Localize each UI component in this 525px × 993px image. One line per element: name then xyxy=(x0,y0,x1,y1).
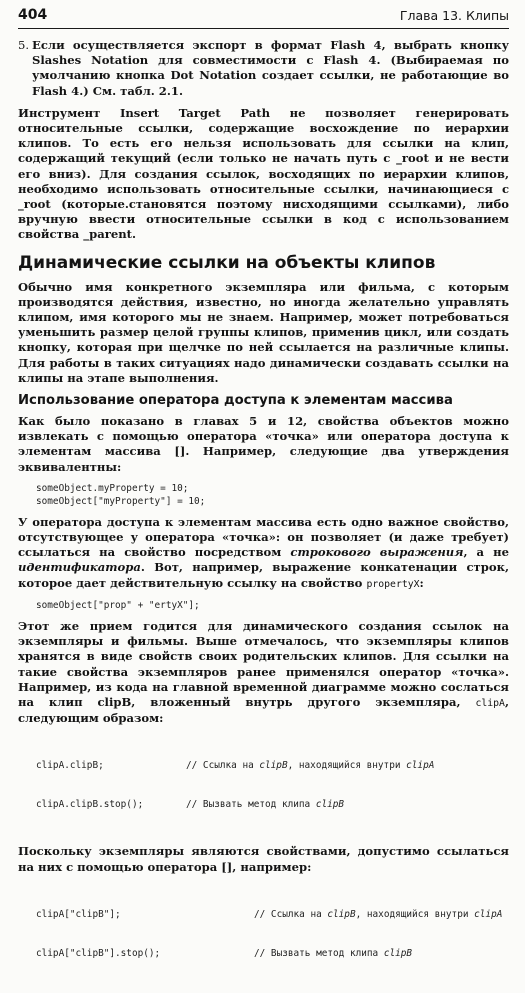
step-number: 5. xyxy=(18,38,30,52)
paragraph-array-access: Как было показано в главах 5 и 12, свойства объектов можно извлекать с помощью оператора «точка» или оператора доступа к элементам массива []. Например, следующие два утверждения эквивалентны: xyxy=(18,414,509,474)
code-text: clipA.clipB.stop(); xyxy=(36,799,144,811)
code-line: someObject["myProperty"] = 10; xyxy=(36,495,206,507)
emphasis-term: строкового выражения xyxy=(290,545,464,560)
code-text: clipA["clipB"]; xyxy=(36,908,121,920)
text-run: Этот же прием годится для динамического создания ссылок на экземпляры и фильмы. Выше отмечалось, что экземпляры клипов хранятся в виде свойств своих родительских клипов. Для ссылки на такие свойства экземпляров ранее применялся оператор «точка». Например, из кода на главной временной диаграмме можно сослаться на клип clipB, вложенный внутрь другого экземпляра, xyxy=(18,618,509,709)
subsection-heading: Использование оператора доступа к элементам массива xyxy=(18,393,453,409)
code-comment: // Вызвать метод клипа clipB xyxy=(254,947,413,959)
text-run: , следующим образом: xyxy=(18,694,509,726)
inline-code: propertyX xyxy=(366,578,420,590)
text-run: У оператора доступа к элементам массива есть одно важное свойство, отсутствующее у оператора «точка»: он позволяет (и даже требует) ссылаться на свойство посредством xyxy=(18,514,509,560)
code-block-4 xyxy=(36,882,509,986)
inline-code: clipA xyxy=(475,697,505,709)
code-comment: // Вызвать метод клипа clipB xyxy=(186,799,345,811)
section-heading: Динамические ссылки на объекты клипов xyxy=(18,252,436,273)
paragraph-bracket-operator: Поскольку экземпляры являются свойствами, допустимо ссылаться на них с помощью оператора [], например: xyxy=(18,844,509,874)
code-line: someObject.myProperty = 10; xyxy=(36,482,189,494)
code-block-1 xyxy=(36,482,509,508)
step-text: Если осуществляется экспорт в формат Flash 4, выбрать кнопку Slashes Notation для совместимости с Flash 4. (Выбираемая по умолчанию кнопка Dot Notation создает ссылки, не работающие во Flash 4.) См. табл. 2.1. xyxy=(32,38,509,98)
code-line xyxy=(36,759,509,772)
page-number: 404 xyxy=(18,7,48,23)
code-text: clipA.clipB; xyxy=(36,760,104,772)
code-comment: // Ссылка на clipB, находящийся внутри clipA xyxy=(254,908,503,920)
text-run: : xyxy=(419,575,424,590)
chapter-title: Глава 13. Клипы xyxy=(399,8,509,23)
paragraph-instances-as-properties xyxy=(18,619,509,726)
page-content xyxy=(18,38,509,993)
code-comment: // Ссылка на clipB, находящийся внутри clipA xyxy=(186,760,435,772)
code-line xyxy=(36,908,509,921)
code-block-2: someObject["prop" + "ertyX"]; xyxy=(36,599,200,611)
text-run: . Вот, например, выражение конкатенации строк, которое дает действительную ссылку на свойство xyxy=(18,560,509,590)
code-text: clipA["clipB"].stop(); xyxy=(36,947,161,959)
paragraph-insert-target-path: Инструмент Insert Target Path не позволяет генерировать относительные ссылки, содержащие восхождение по иерархии клипов. То есть его нельзя использовать для ссылки на клип, содержащий текущий (если только не начать путь с _root и не вести его вниз). Для создания ссылок, восходящих по иерархии клипов, необходимо использовать относительные ссылки, начинающиеся с _root (которые.становятся поэтому нисходящими ссылками), либо вручную ввести относительные ссылки в код с использованием свойства _parent. xyxy=(18,105,509,242)
text-run: , а не xyxy=(463,545,509,560)
paragraph-dynamic-references: Обычно имя конкретного экземпляра или фильма, с которым производятся действия, известно, но иногда желательно управлять клипом, имя которого мы не знаем. Например, может потребоваться уменьшить размер целой группы клипов, применив цикл, или создать кнопку, которая при щелчке по ней ссылается на различные клипы. Для работы в таких ситуациях надо динамически создавать ссылки на клипы на этапе выполнения. xyxy=(18,279,509,385)
running-header xyxy=(18,6,509,29)
paragraph-string-expression xyxy=(18,515,509,592)
code-line xyxy=(36,947,509,960)
emphasis-term: идентификатора xyxy=(18,560,141,575)
numbered-step-5 xyxy=(18,38,509,99)
code-block-3 xyxy=(36,733,509,837)
code-line xyxy=(36,798,509,811)
